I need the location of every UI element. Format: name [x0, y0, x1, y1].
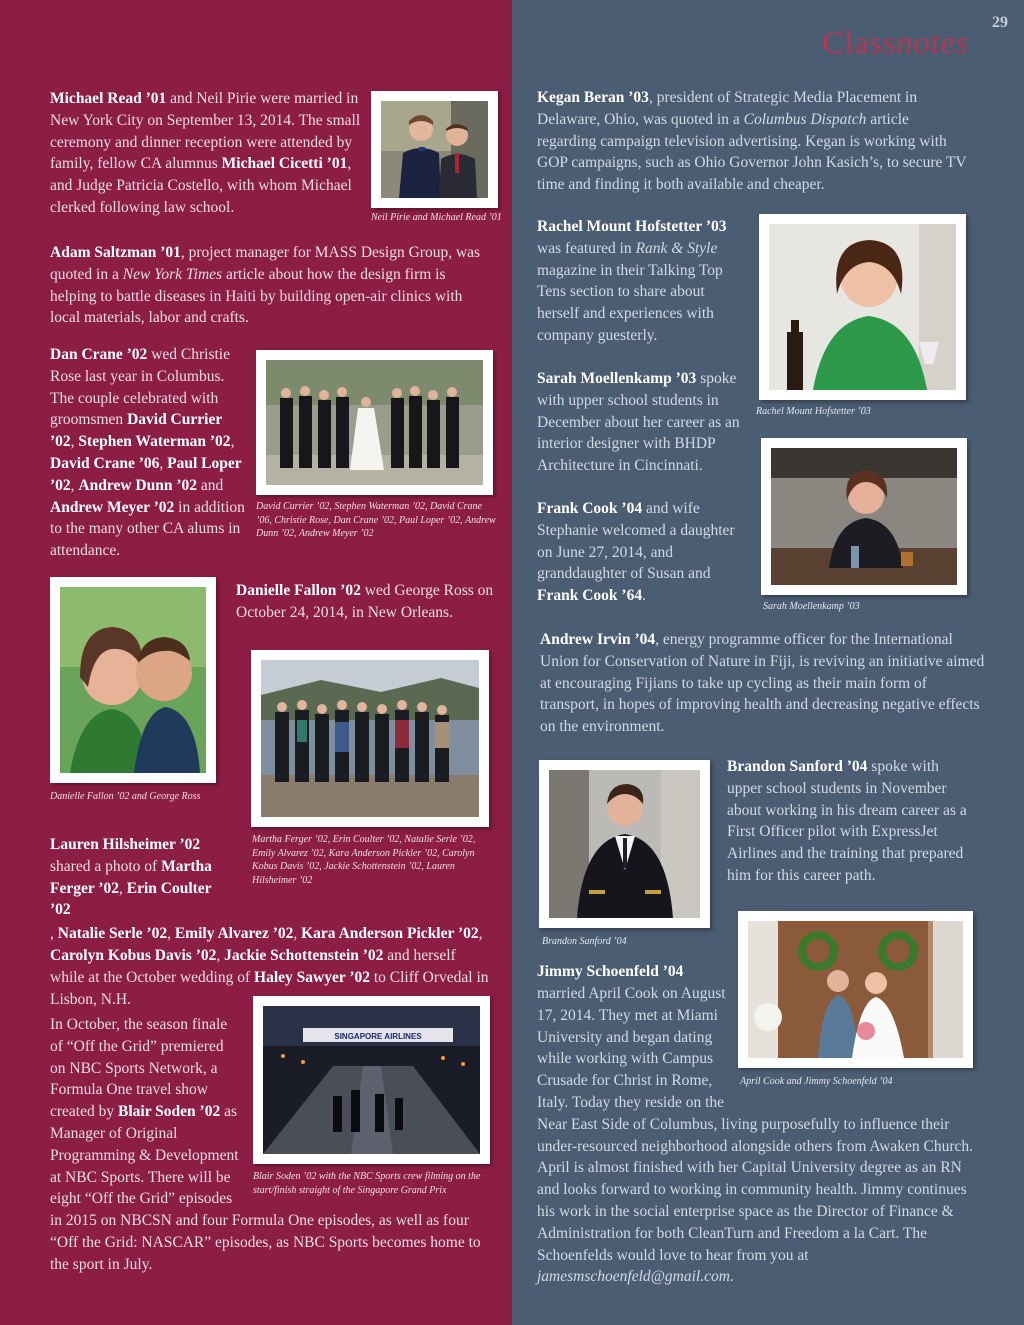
- crane-wedding-image: [266, 360, 483, 485]
- sanford-image: [549, 770, 700, 918]
- photo-moellenkamp: [761, 438, 967, 595]
- section-header-class: Class: [822, 24, 897, 60]
- photo-crane-wedding: [256, 350, 493, 495]
- photo-fallon-ross: [50, 577, 216, 783]
- note-jimmy-schoenfeld-top: married April Cook on August 17, 2014. They met at Miami University and began dating while working with Campus Crusade for Christ in Rome, Italy. Today they reside on the Near East Side of Columbus, living purposefully to influence their under-resourced neighborhood alongside others from Awaken Church. April is almost finished with her Capital University degree as an RN and looks forward to working in community health. Jimmy continues his work in the social enterprise space as the Director of Finance & Administration for both CleanTurn and Freedom a la Cart. The Schoenfelds would love to hear from you at jamesmschoenfeld@gmail.com.: [537, 985, 974, 1286]
- note-michael-read: Michael Read ’01 and Neil Pirie were married in New York City on September 13, 2014. The small ceremony and dinner reception were attended by family, fellow CA alumnus Michael Cicetti ’01, and Judge Patricia Costello, with whom Michael clerked following law school.: [50, 90, 361, 216]
- schoenfeld-email-link[interactable]: jamesmschoenfeld@gmail.com: [537, 1268, 730, 1286]
- note-sarah-moellenkamp: Sarah Moellenkamp ’03 spoke with upper school students in December about her career as an interior designer with BHDP Architecture in Cincinnati.: [537, 370, 740, 475]
- group-wedding-image: [261, 660, 479, 817]
- photo-read-pirie: [371, 91, 498, 208]
- note-kegan-beran: Kegan Beran ’03, president of Strategic Media Placement in Delaware, Ohio, was quoted in a Columbus Dispatch article regarding campaign television advertising. Kegan is working with GOP campaigns, such as Ohio Governor John Kasich’s, to secure TV time and finding it both available and cheaper.: [537, 89, 967, 194]
- photo-group-wedding: [251, 650, 489, 827]
- photo-hofstetter: [759, 214, 966, 400]
- caption-schoenfeld: April Cook and Jimmy Schoenfeld ’04: [740, 1076, 893, 1087]
- caption-fallon-ross: Danielle Fallon ’02 and George Ross: [50, 791, 201, 802]
- caption-singapore-grand-prix: Blair Soden ’02 with the NBC Sports crew filming on the start/finish straight of the Singapore Grand Prix: [253, 1171, 481, 1196]
- caption-crane-wedding: David Currier ’02, Stephen Waterman ’02, David Crane ’06, Christie Rose, Dan Crane ’02, Paul Loper ’02, Andrew Dunn ’02, Andrew Meyer ’02: [256, 501, 496, 540]
- page-number: 29: [992, 14, 1008, 31]
- caption-sanford: Brandon Sanford ’04: [542, 936, 627, 947]
- note-blair-soden: In October, the season finale of “Off the Grid” premiered on NBC Sports Network, a Formula One travel show created by Blair Soden ’02 as Manager of Original Programming & Development at NBC Sports. There will be eight “Off the Grid” episodes in 2015 on NBCSN and four Formula One episodes, as well as four “Off the Grid: NASCAR” episodes, as NBC Sports becomes home to the sport in July.: [50, 1016, 481, 1273]
- photo-sanford: [539, 760, 710, 928]
- singapore-grand-prix-image: [263, 1006, 480, 1154]
- caption-moellenkamp: Sarah Moellenkamp ’03: [763, 601, 860, 612]
- note-jimmy-schoenfeld: Jimmy Schoenfeld ’04: [537, 963, 684, 980]
- note-andrew-irvin: Andrew Irvin ’04, energy programme officer for the International Union for Conservation of Nature in Fiji, is reviving an initiative aimed at encouraging Fijians to take up cycling as their main form of transport, in hopes of improving health and decreasing negative effects on the environment.: [540, 631, 985, 736]
- caption-group-wedding: Martha Ferger ’02, Erin Coulter ’02, Natalie Serle ’02, Emily Alvarez ’02, Kara Anderson Pickler ’02, Carolyn Kobus Davis ’02, Jackie Schottenstein ’02, Lauren Hilsheimer ’02: [252, 834, 476, 886]
- note-rachel-hofstetter: Rachel Mount Hofstetter ’03 was featured in Rank & Style magazine in their Talking Top Tens section to share about herself and experiences with company guesterly.: [537, 218, 727, 344]
- read-pirie-image: [381, 101, 488, 198]
- section-header-notes: notes: [896, 24, 969, 60]
- caption-read-pirie: Neil Pirie and Michael Read ’01: [371, 212, 502, 223]
- note-frank-cook: Frank Cook ’04 and wife Stephanie welcomed a daughter on June 27, 2014, and granddaughter of Susan and Frank Cook ’64.: [537, 500, 735, 605]
- singapore-airlines-sign: SINGAPORE AIRLINES: [334, 1032, 422, 1041]
- note-danielle-fallon: Danielle Fallon ’02 wed George Ross on October 24, 2014, in New Orleans.: [236, 582, 494, 621]
- note-dan-crane: Dan Crane ’02 wed Christie Rose last year in Columbus. The couple celebrated with groomsmen David Currier ’02, Stephen Waterman ’02, David Crane ’06, Paul Loper ’02, Andrew Dunn ’02 and Andrew Meyer ’02 in addition to the many other CA alums in attendance.: [50, 346, 245, 560]
- right-column: [512, 0, 1024, 1325]
- note-brandon-sanford: Brandon Sanford ’04 spoke with upper school students in November about working in his dream career as a First Officer pilot with ExpressJet Airlines and the training that prepared him for this career path.: [727, 758, 967, 884]
- hofstetter-image: [769, 224, 956, 390]
- note-adam-saltzman: Adam Saltzman ’01, project manager for MASS Design Group, was quoted in a New York Times article about how the design firm is helping to battle diseases in Haiti by building open-air clinics with local materials, labor and crafts.: [50, 244, 481, 327]
- moellenkamp-image: [771, 448, 957, 585]
- note-lauren-hilsheimer: Lauren Hilsheimer ’02 shared a photo of Martha Ferger ’02, Erin Coulter ’02 , Natalie Serle ’02, Emily Alvarez ’02, Kara Anderson Pickler ’02, Carolyn Kobus Davis ’02, Jackie Schottenstein ’02 and herself while at the October wedding of Haley Sawyer ’02 to Cliff Orvedal in Lisbon, N.H.: [50, 836, 489, 1008]
- schoenfeld-text: married April Cook on August 17, 2014. They met at Miami University and began dating while working with Campus Crusade for Christ in Rome, Italy. Today they reside on the Near East Side of Columbus, living purposefully to influence their under-resourced neighborhood alongside others from Awaken Church. April is almost finished with her Capital University degree as an RN and looks forward to working in community health. Jimmy continues his work in the social enterprise space as the Director of Finance & Administration for both CleanTurn and Freedom a la Cart. The Schoenfelds would love to hear from you at: [537, 985, 974, 1264]
- caption-hofstetter: Rachel Mount Hofstetter ’03: [756, 406, 871, 417]
- section-header: [822, 24, 969, 61]
- fallon-ross-image: [60, 587, 206, 773]
- photo-singapore-grand-prix: [253, 996, 490, 1164]
